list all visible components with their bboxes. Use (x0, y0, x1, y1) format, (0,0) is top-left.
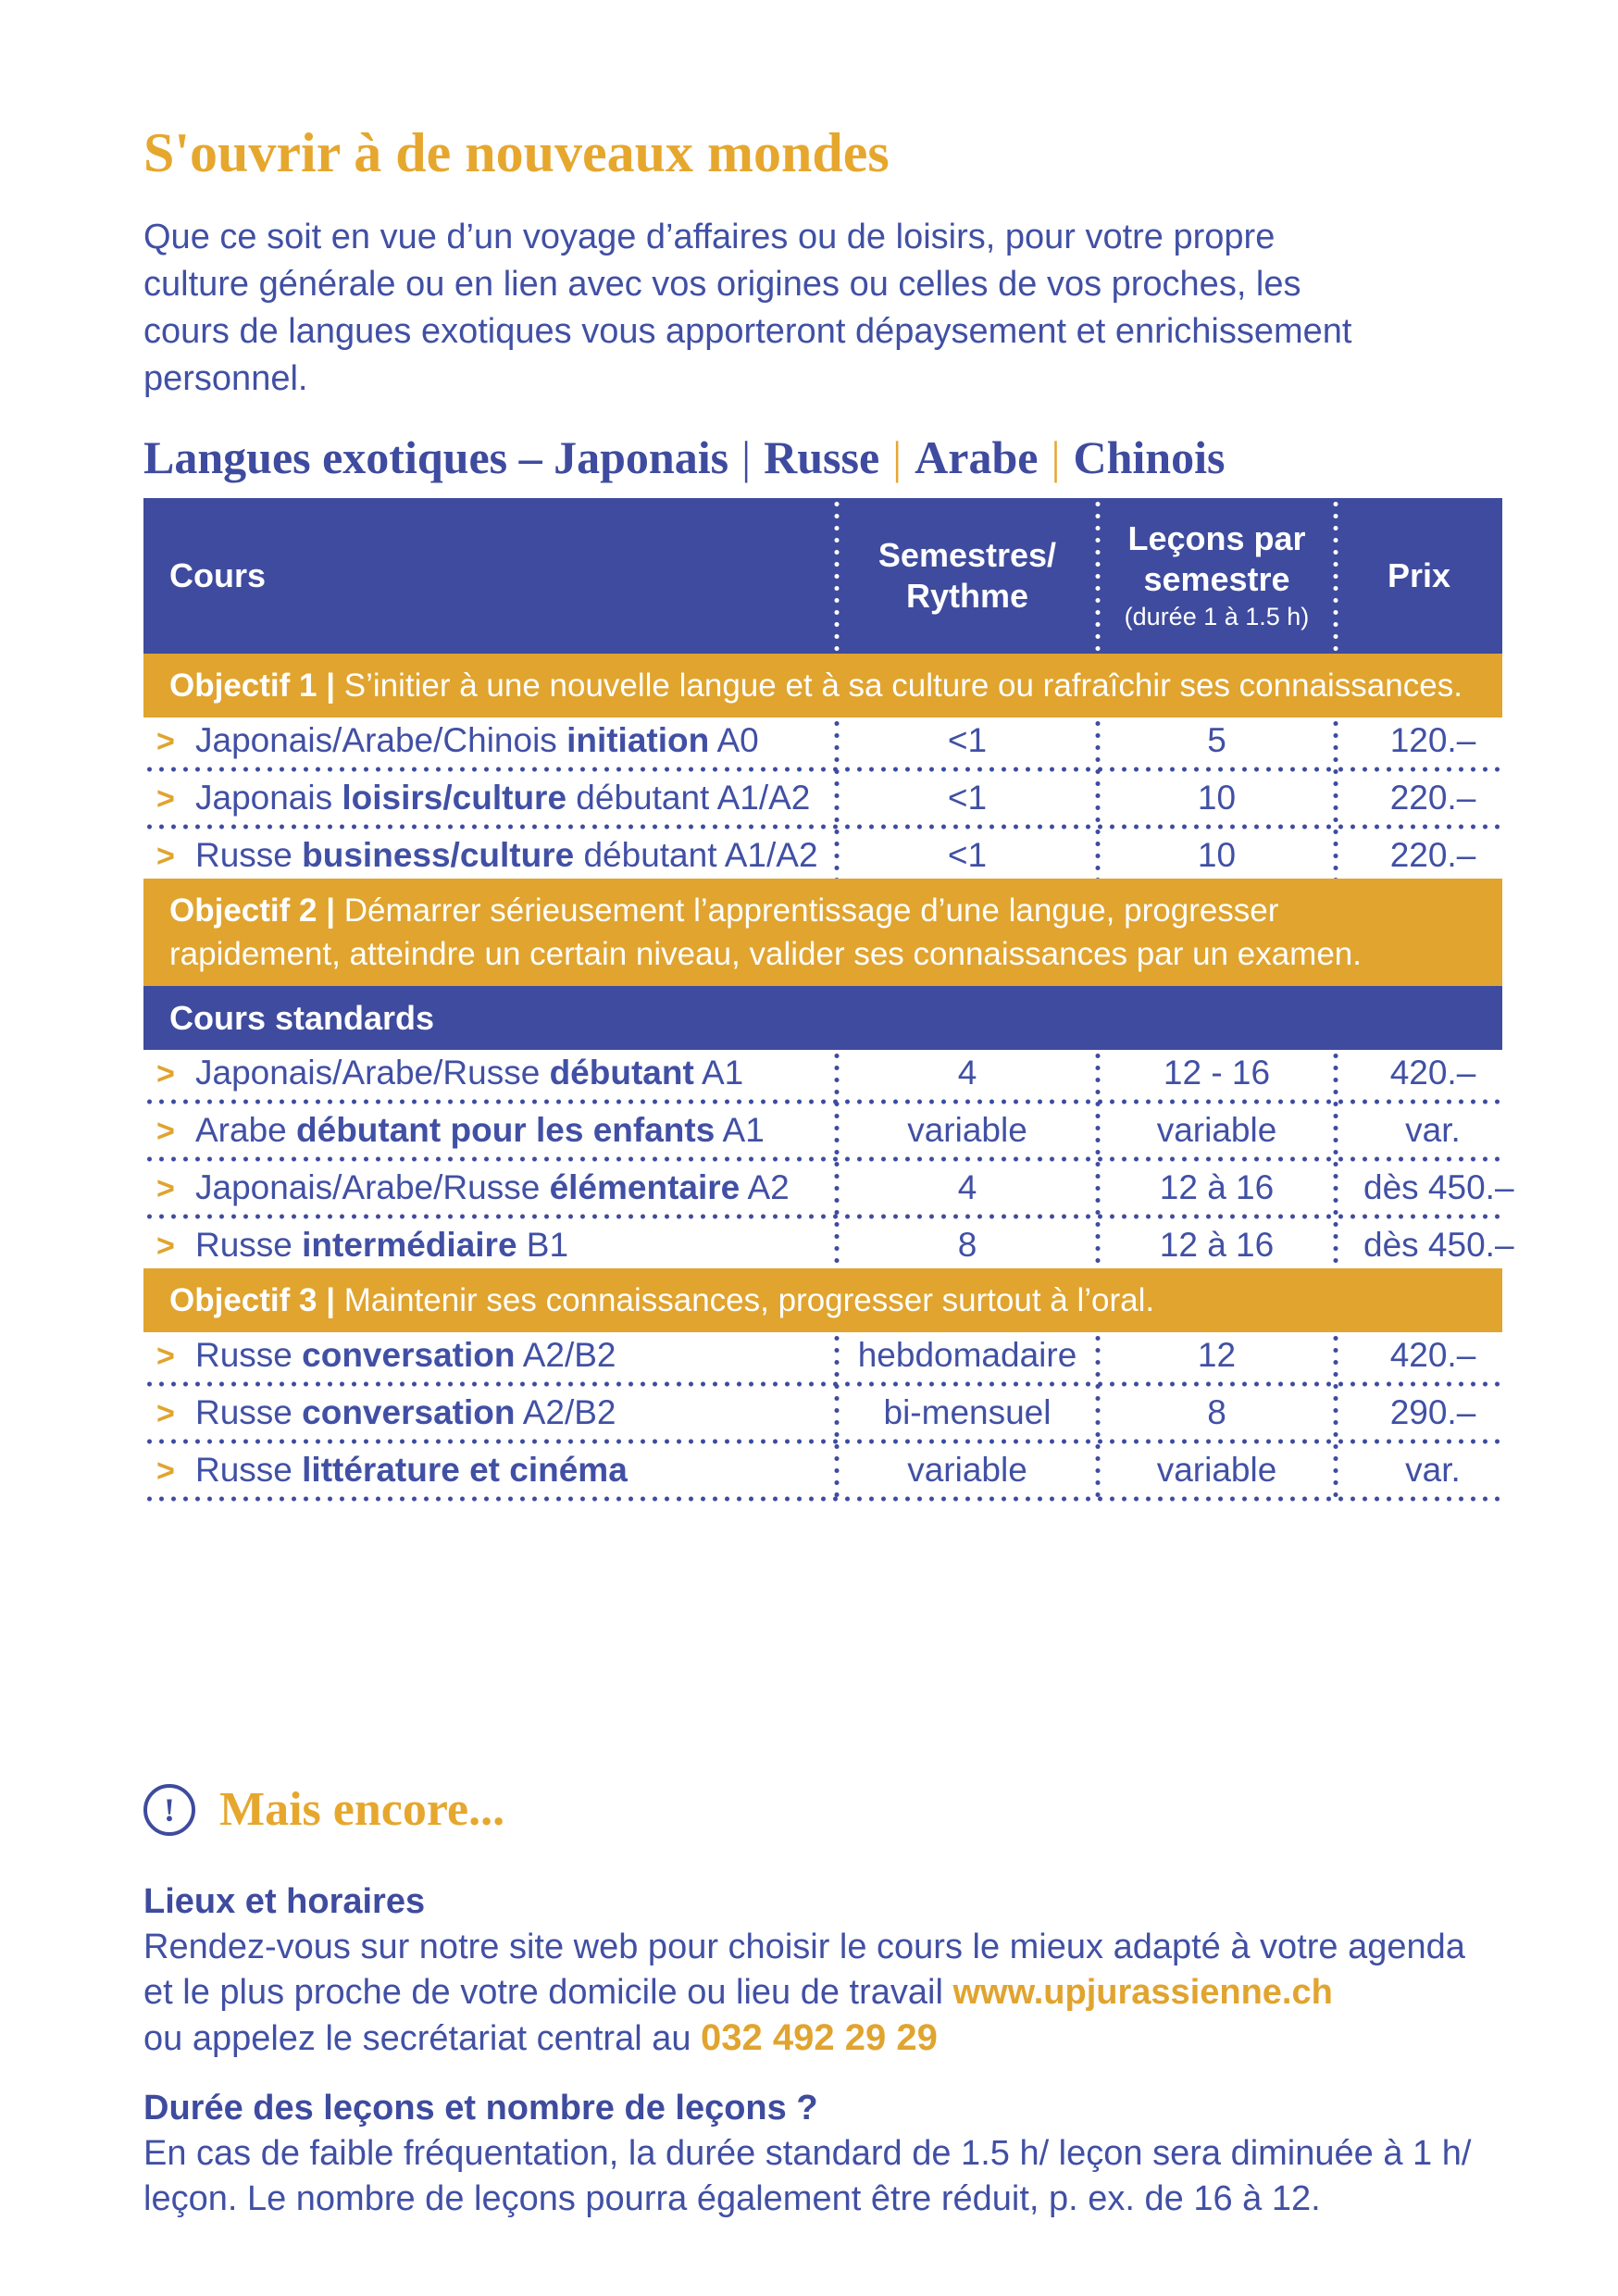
course-text-bold: débutant (549, 1054, 694, 1092)
prix-cell: var. (1405, 1111, 1461, 1149)
column-divider-dotted (1092, 498, 1103, 654)
separator-pipe: | (741, 431, 752, 483)
course-cell (143, 1451, 837, 1490)
semestres-cell: 4 (957, 1054, 977, 1092)
course-text: Japonais/Arabe/Chinois (195, 721, 567, 759)
lieux-line-text: et le plus proche de votre domicile ou lieu de travail (143, 1973, 953, 2012)
course-level: A0 (709, 721, 759, 759)
course-level: A2 (740, 1168, 790, 1206)
prix-cell: dès 450.– (1363, 1226, 1514, 1264)
course-text: Japonais/Arabe/Russe (195, 1054, 550, 1092)
table-row (143, 832, 1502, 879)
semestres-cell: variable (907, 1111, 1027, 1149)
column-divider-dotted (1092, 1332, 1103, 1504)
intro-paragraph (143, 214, 1502, 403)
section-heading (143, 432, 1502, 483)
section-heading-lang: Chinois (1073, 431, 1226, 483)
header-cell-lecons-note: (durée 1 à 1.5 h) (1124, 603, 1310, 630)
table-group-objectif3 (143, 1332, 1502, 1504)
column-divider-dotted (831, 718, 842, 879)
course-text-bold: débutant pour les enfants (296, 1111, 716, 1149)
intro-line: personnel. (143, 359, 308, 398)
objectif3-text: Maintenir ses connaissances, progresser surtout à l’oral. (335, 1282, 1155, 1318)
header-cell-semestres-line1: Semestres/ (877, 536, 1057, 574)
column-divider-dotted (1330, 498, 1341, 654)
course-text-bold: initiation (566, 721, 710, 759)
course-text-bold: élémentaire (549, 1168, 741, 1206)
table-row (143, 1107, 1502, 1154)
course-cell (143, 1393, 837, 1432)
row-divider-dotted (143, 1379, 1502, 1390)
objectif2-text: Démarrer sérieusement l’apprentissage d’une langue, progresser (335, 892, 1279, 929)
lecons-cell: 12 - 16 (1163, 1054, 1271, 1092)
course-text-bold: intermédiaire (302, 1226, 517, 1264)
table-row (143, 1050, 1502, 1096)
course-cell (143, 1226, 837, 1265)
chevron-bullet-icon: > (156, 1396, 175, 1431)
table-group-objectif1 (143, 718, 1502, 879)
objectif1-text: S’initier à une nouvelle langue et à sa culture ou rafraîchir ses connaissances. (335, 668, 1462, 704)
intro-line: Que ce soit en vue d’un voyage d’affaires ou de loisirs, pour votre propre (143, 218, 1276, 256)
duree-line: En cas de faible fréquentation, la durée standard de 1.5 h/ leçon sera diminuée à 1 h/ (143, 2134, 1472, 2173)
course-level: A1 (715, 1111, 765, 1149)
course-text: Arabe (195, 1111, 297, 1149)
header-cell-lecons (1098, 498, 1336, 654)
row-divider-dotted (143, 764, 1502, 775)
row-divider-dotted (143, 821, 1502, 832)
course-text: Russe (195, 1336, 303, 1374)
column-divider-dotted (831, 498, 842, 654)
table-row (143, 1222, 1514, 1268)
lieux-horaires-text (143, 1925, 1502, 2062)
page-title: S'ouvrir à de nouveaux mondes (143, 122, 890, 183)
prix-cell: dès 450.– (1363, 1168, 1514, 1206)
course-text: Japonais/Arabe/Russe (195, 1168, 550, 1206)
column-divider-dotted (1092, 718, 1103, 879)
lecons-cell: 12 (1197, 1336, 1237, 1374)
course-cell (143, 1168, 837, 1207)
table-row (143, 1390, 1502, 1436)
lecons-cell: 8 (1207, 1393, 1226, 1431)
separator-pipe: | (892, 431, 902, 483)
course-cell (143, 1336, 837, 1375)
duree-line: leçon. Le nombre de leçons pourra également être réduit, p. ex. de 16 à 12. (143, 2179, 1321, 2218)
table-bottom-divider-dotted (143, 1493, 1502, 1504)
objectif2-banner (143, 879, 1502, 986)
lieux-line (143, 2015, 1502, 2062)
lecons-cell: 12 à 16 (1159, 1226, 1275, 1264)
table-row (143, 718, 1502, 764)
course-cell (143, 1054, 837, 1092)
header-cell-cours: Cours (169, 556, 267, 594)
header-cell-lecons-line2: semestre (1143, 560, 1290, 598)
exclamation-circle-icon: ! (143, 1784, 195, 1836)
section-heading-lang: Russe (764, 431, 880, 483)
row-divider-dotted (143, 1096, 1502, 1107)
table-row (143, 1332, 1502, 1379)
chevron-bullet-icon: > (156, 781, 175, 817)
duree-lecons-block (143, 2086, 1502, 2222)
column-divider-dotted (1330, 1332, 1341, 1504)
duree-lecons-text (143, 2131, 1502, 2222)
phone-number: 032 492 29 29 (701, 2017, 938, 2058)
header-cell-prix: Prix (1387, 556, 1451, 594)
column-divider-dotted (1330, 1050, 1341, 1268)
lieux-line-text: ou appelez le secrétariat central au (143, 2019, 702, 2058)
column-divider-dotted (831, 1332, 842, 1504)
prix-cell: 220.– (1389, 836, 1476, 874)
course-level: B1 (517, 1226, 569, 1264)
lecons-cell: variable (1156, 1451, 1277, 1489)
course-text: Russe (195, 1451, 303, 1489)
prix-cell: var. (1405, 1451, 1461, 1489)
semestres-cell: variable (907, 1451, 1027, 1489)
course-text: Japonais (195, 779, 342, 817)
lecons-cell: variable (1156, 1111, 1277, 1149)
header-cell-semestres (837, 498, 1098, 654)
prix-cell: 120.– (1389, 721, 1476, 759)
objectif2-label: Objectif 2 | (169, 892, 335, 929)
cours-standards-banner: Cours standards (143, 986, 1502, 1050)
lieux-horaires-block (143, 1879, 1502, 2062)
chevron-bullet-icon: > (156, 1114, 175, 1149)
intro-line: cours de langues exotiques vous apporteront dépaysement et enrichissement (143, 312, 1352, 351)
objectif1-label: Objectif 1 | (169, 668, 335, 704)
prix-cell: 220.– (1389, 779, 1476, 817)
prix-cell: 420.– (1389, 1336, 1476, 1374)
header-cell-semestres-line2: Rythme (905, 577, 1029, 615)
course-text-bold: loisirs/culture (342, 779, 567, 817)
chevron-bullet-icon: > (156, 1171, 175, 1206)
column-divider-dotted (831, 1050, 842, 1268)
prix-cell: 290.– (1389, 1393, 1476, 1431)
column-divider-dotted (1092, 1050, 1103, 1268)
header-cell-lecons-line1: Leçons par (1127, 519, 1306, 557)
chevron-bullet-icon: > (156, 1056, 175, 1092)
duree-lecons-title: Durée des leçons et nombre de leçons ? (143, 2089, 818, 2128)
chevron-bullet-icon: > (156, 724, 175, 759)
course-level: débutant A1/A2 (566, 779, 811, 817)
course-cell (143, 721, 837, 760)
lieux-line: Rendez-vous sur notre site web pour choisir le cours le mieux adapté à votre agenda (143, 1928, 1465, 1966)
column-divider-dotted (1330, 718, 1341, 879)
course-text: Russe (195, 1393, 303, 1431)
chevron-bullet-icon: > (156, 839, 175, 874)
course-text: Russe (195, 1226, 303, 1264)
semestres-cell: hebdomadaire (857, 1336, 1077, 1374)
course-table (143, 498, 1514, 1504)
row-divider-dotted (143, 1436, 1502, 1447)
course-text-bold: conversation (302, 1336, 516, 1374)
table-row (143, 1447, 1502, 1493)
semestres-cell: 8 (957, 1226, 977, 1264)
course-level: débutant A1/A2 (574, 836, 818, 874)
lieux-line (143, 1970, 1502, 2015)
course-text-bold: business/culture (302, 836, 575, 874)
lieux-horaires-title: Lieux et horaires (143, 1882, 426, 1921)
semestres-cell: <1 (947, 779, 988, 817)
row-divider-dotted (143, 1211, 1502, 1222)
website-link[interactable]: www.upjurassienne.ch (952, 1973, 1333, 2012)
course-text-bold: littérature et cinéma (302, 1451, 628, 1489)
course-cell (143, 836, 837, 875)
semestres-cell: bi-mensuel (883, 1393, 1052, 1431)
semestres-cell: <1 (947, 721, 988, 759)
intro-line: culture générale ou en lien avec vos origines ou celles de vos proches, les (143, 265, 1301, 304)
course-cell (143, 779, 837, 817)
course-text-bold: conversation (302, 1393, 516, 1431)
semestres-cell: <1 (947, 836, 988, 874)
chevron-bullet-icon: > (156, 1339, 175, 1374)
chevron-bullet-icon: > (156, 1454, 175, 1489)
objectif3-label: Objectif 3 | (169, 1282, 335, 1318)
lecons-cell: 10 (1197, 836, 1237, 874)
table-row (143, 1165, 1514, 1211)
chevron-bullet-icon: > (156, 1229, 175, 1264)
semestres-cell: 4 (957, 1168, 977, 1206)
lecons-cell: 5 (1207, 721, 1226, 759)
course-level: A2/B2 (515, 1336, 616, 1374)
table-group-standards (143, 1050, 1514, 1268)
objectif2-text-line2: rapidement, atteindre un certain niveau, valider ses connaissances par un examen. (169, 936, 1362, 972)
prix-cell: 420.– (1389, 1054, 1476, 1092)
course-cell (143, 1111, 837, 1150)
course-level: A1 (693, 1054, 744, 1092)
lecons-cell: 12 à 16 (1159, 1168, 1275, 1206)
course-level: A2/B2 (515, 1393, 616, 1431)
separator-pipe: | (1051, 431, 1061, 483)
course-text: Russe (195, 836, 303, 874)
lecons-cell: 10 (1197, 779, 1237, 817)
section-heading-main: Langues exotiques – Japonais (143, 431, 729, 483)
objectif1-banner (143, 654, 1502, 718)
row-divider-dotted (143, 1154, 1502, 1165)
mais-encore-title: Mais encore... (219, 1783, 505, 1836)
section-heading-lang: Arabe (915, 431, 1039, 483)
table-header-row (143, 498, 1502, 654)
table-row (143, 775, 1502, 821)
objectif3-banner (143, 1268, 1502, 1332)
mais-encore-heading (143, 1782, 1502, 1837)
